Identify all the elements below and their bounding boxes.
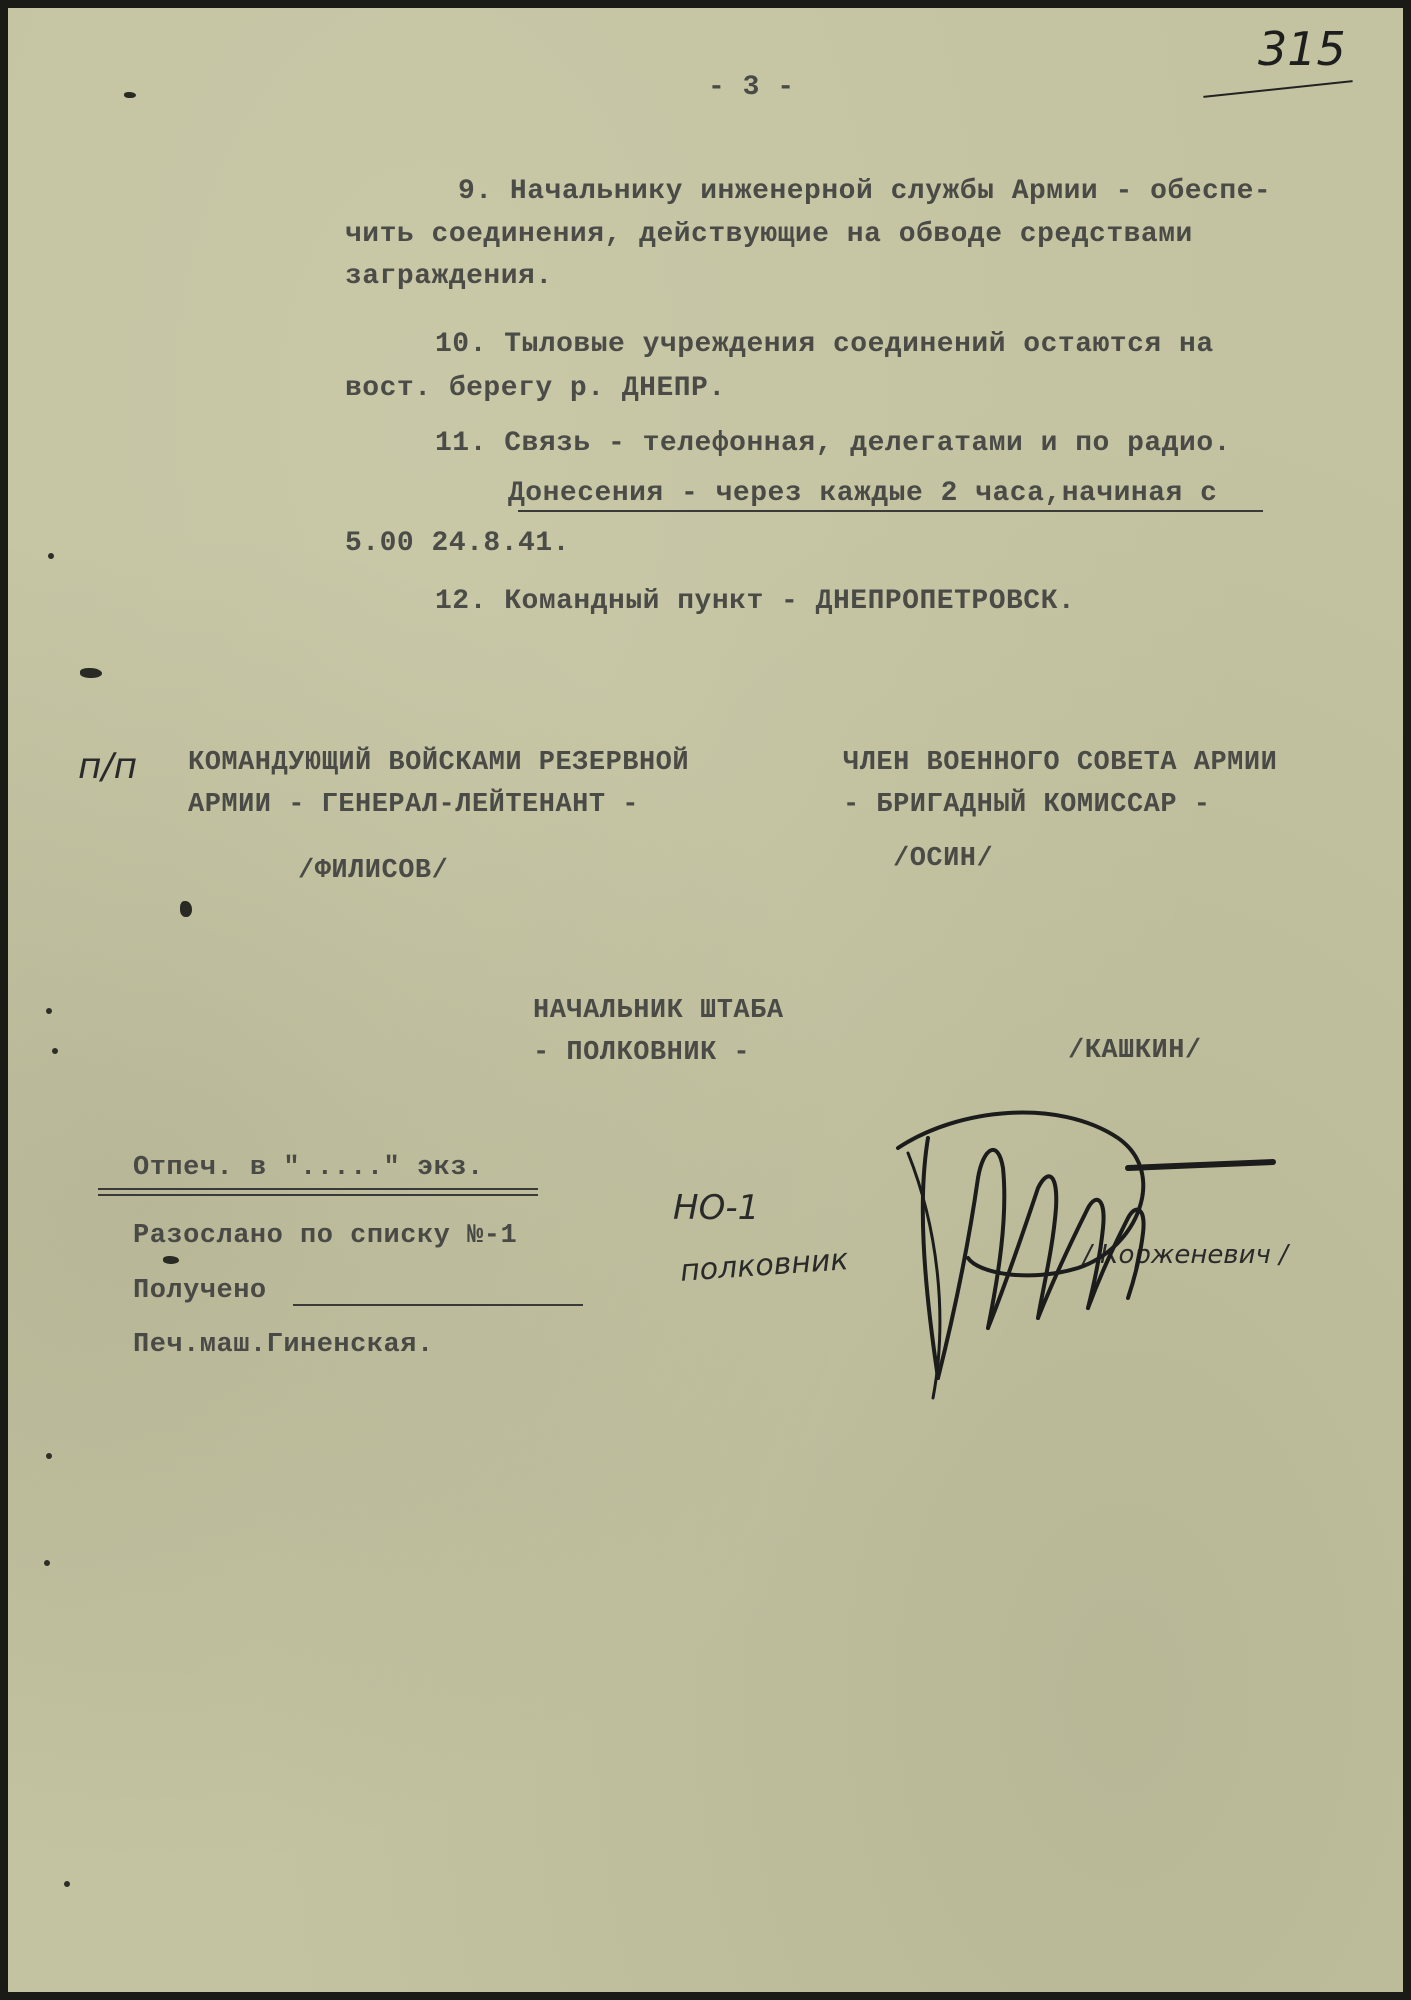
printed-copies-underline-2 [98,1194,538,1196]
item-10-line-1: 10. Тыловые учреждения соединений остаются на [435,329,1214,360]
binder-hole [52,1048,58,1054]
archive-number-underline [1203,80,1352,98]
edge-mark [180,901,192,917]
commander-name: /ФИЛИСОВ/ [298,856,449,886]
edge-mark [163,1256,179,1264]
item-9-line-2: чить соединения, действующие на обводе средствами [345,219,1193,250]
item-10-line-2: вост. берегу р. ДНЕПР. [345,373,726,404]
commander-title-line-2: АРМИИ - ГЕНЕРАЛ-ЛЕЙТЕНАНТ - [188,790,639,820]
binder-hole [46,1453,52,1459]
chief-title-line-1: НАЧАЛЬНИК ШТАБА [533,996,784,1026]
received-line [293,1304,583,1306]
item-11-line-1: 11. Связь - телефонная, делегатами и по радио. [435,428,1231,459]
item-11-line-2: Донесения - через каждые 2 часа,начиная с [508,478,1218,509]
received-label: Получено [133,1276,267,1306]
item-9-line-3: заграждения. [345,261,553,292]
binder-hole [46,1008,52,1014]
typist: Печ.маш.Гиненская. [133,1330,434,1360]
item-9-line-1: 9. Начальнику инженерной службы Армии - обеспе- [458,176,1272,207]
commander-title-line-1: КОМАНДУЮЩИЙ ВОЙСКАМИ РЕЗЕРВНОЙ [188,748,690,778]
signature-scribble [878,1078,1298,1418]
document-page [8,8,1403,1992]
council-title-line-2: - БРИГАДНЫЙ КОМИССАР - [843,790,1211,820]
printed-copies-underline-1 [98,1188,538,1190]
reports-underline [518,510,1263,512]
handwritten-nd: НО-1 [673,1188,760,1228]
pp-mark: п/п [78,746,138,787]
handwritten-rank: полковник [678,1242,850,1289]
distribution-list: Разослано по списку №-1 [133,1221,518,1251]
binder-hole [44,1560,50,1566]
handwritten-name: / Корженевич / [1083,1240,1288,1270]
item-12: 12. Командный пункт - ДНЕПРОПЕТРОВСК. [435,586,1076,617]
edge-mark [80,668,102,678]
council-name: /ОСИН/ [893,844,994,874]
binder-hole [64,1881,70,1887]
binder-hole [48,553,54,559]
edge-mark [124,92,136,98]
page-number: - 3 - [708,72,795,103]
chief-name: /КАШКИН/ [1068,1036,1202,1066]
chief-title-line-2: - ПОЛКОВНИК - [533,1038,751,1068]
council-title-line-1: ЧЛЕН ВОЕННОГО СОВЕТА АРМИИ [843,748,1278,778]
item-11-line-3: 5.00 24.8.41. [345,528,570,559]
printed-copies: Отпеч. в "....." экз. [133,1153,484,1183]
archive-number: 315 [1258,22,1346,76]
